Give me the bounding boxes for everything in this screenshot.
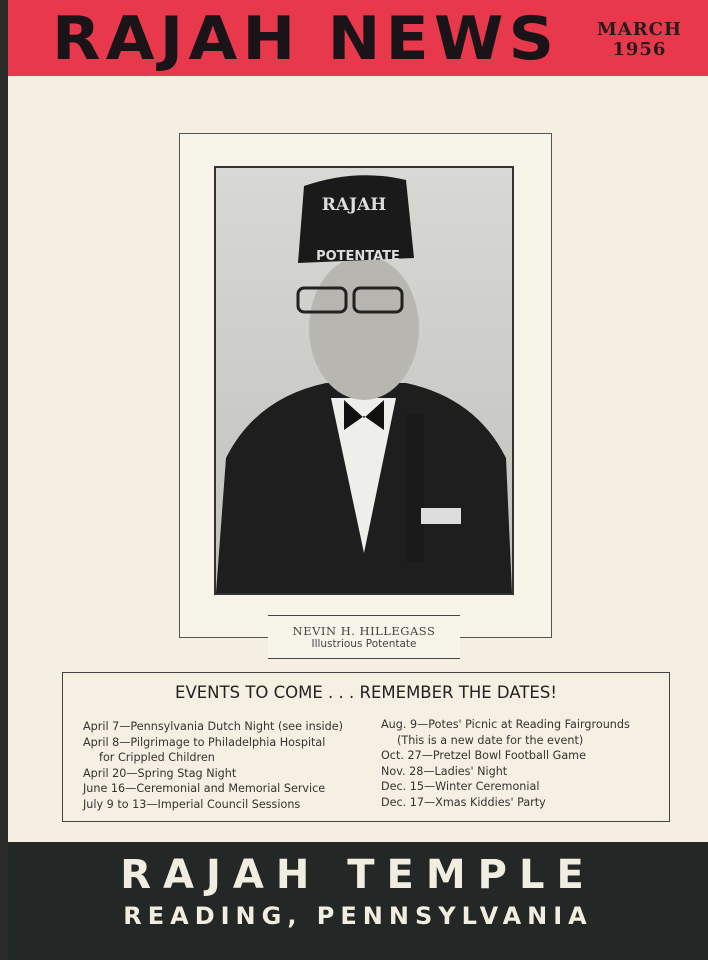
publication-title: RAJAH NEWS [52, 4, 560, 74]
event-item: Dec. 15—Winter Ceremonial [381, 780, 540, 793]
event-item: Oct. 27—Pretzel Bowl Football Game [381, 749, 586, 762]
event-item: April 20—Spring Stag Night [83, 766, 237, 780]
footer-banner [8, 842, 708, 960]
event-item: Dec. 17—Xmas Kiddies' Party [381, 795, 546, 809]
event-item: Nov. 28—Ladies' Night [381, 764, 508, 778]
issue-month: MARCH [596, 19, 682, 40]
portrait-illustration [216, 168, 512, 593]
event-item-continued: (This is a new date for the event) [397, 733, 584, 747]
portrait-caption [268, 615, 460, 659]
fez-text-top: RAJAH [321, 195, 387, 215]
event-item: June 16—Ceremonial and Memorial Service [83, 782, 326, 795]
events-heading: EVENTS TO COME . . . REMEMBER THE DATES! [175, 683, 557, 702]
event-item: April 7—Pennsylvania Dutch Night (see inside) [83, 720, 343, 733]
event-item: Aug. 9—Potes' Picnic at Reading Fairgrounds [381, 718, 630, 731]
event-item-continued: for Crippled Children [99, 751, 215, 764]
events-left-column [83, 719, 373, 812]
events-right-column [381, 717, 671, 810]
temple-location: READING, PENNSYLVANIA [123, 902, 593, 930]
spine-edge [0, 0, 8, 960]
caption-name: NEVIN H. HILLEGASS [292, 624, 436, 638]
masthead [8, 0, 708, 76]
portrait-photo [214, 166, 514, 595]
event-item: April 8—Pilgrimage to Philadelphia Hospital [83, 735, 326, 749]
issue-date [597, 20, 682, 60]
fez-text-bottom: POTENTATE [316, 249, 400, 264]
temple-name: RAJAH TEMPLE [120, 852, 596, 898]
events-box [62, 672, 670, 822]
caption-role: Illustrious Potentate [311, 638, 417, 650]
event-item: July 9 to 13—Imperial Council Sessions [83, 797, 301, 811]
issue-year: 1956 [612, 39, 667, 60]
